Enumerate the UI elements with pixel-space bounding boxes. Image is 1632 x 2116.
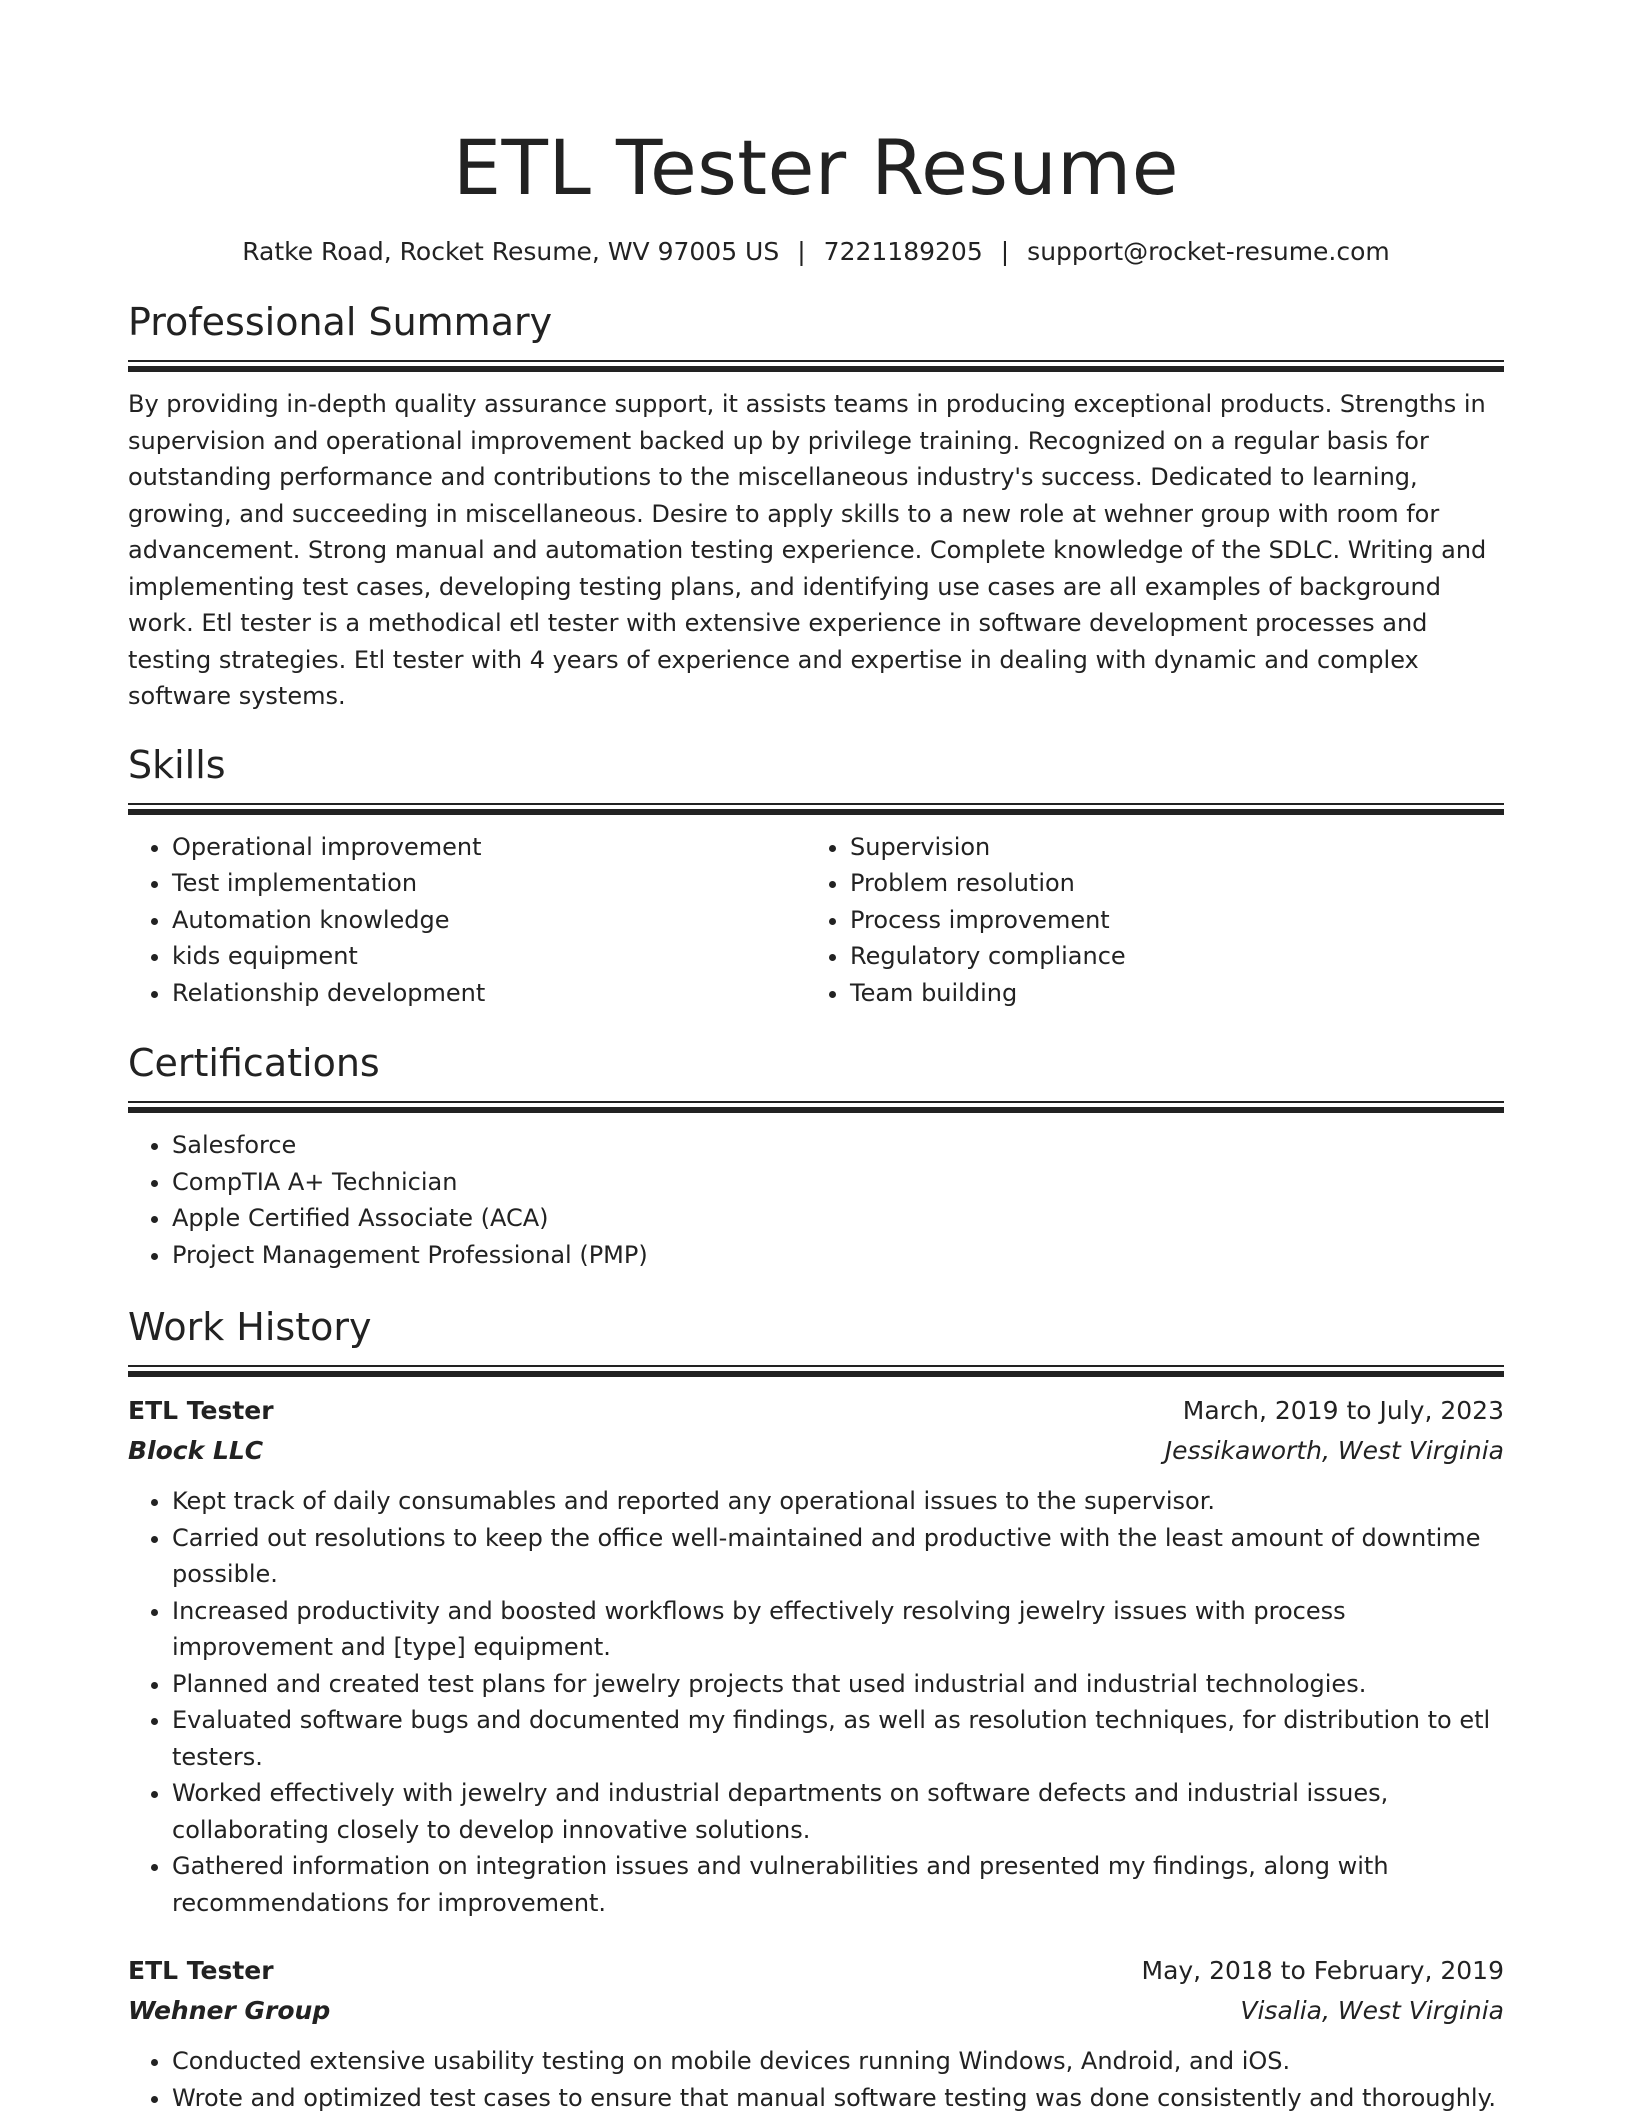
certification-item: • Project Management Professional (PMP) <box>172 1237 1504 1274</box>
certifications-list <box>128 1127 1504 1273</box>
resume-header <box>128 118 1504 268</box>
resume-title: ETL Tester Resume <box>128 118 1504 218</box>
job-entry <box>128 1951 1504 2116</box>
skill-item: • Problem resolution <box>850 865 1484 902</box>
skill-item: • Test implementation <box>172 865 806 902</box>
skill-item: • Operational improvement <box>172 829 806 866</box>
skill-item: • Supervision <box>850 829 1484 866</box>
job-bullet: • Wrote and optimized test cases to ensure that manual software testing was done consistently and thoroughly. <box>172 2080 1504 2116</box>
certification-item: • Apple Certified Associate (ACA) <box>172 1200 1504 1237</box>
skill-item: • Automation knowledge <box>172 902 806 939</box>
summary-heading: Professional Summary <box>128 298 1504 346</box>
skills-section <box>128 741 1504 1012</box>
contact-phone: 7221189205 <box>824 237 983 266</box>
certification-item: • Salesforce <box>172 1127 1504 1164</box>
skills-left-column <box>128 829 806 1012</box>
job-bullet: • Worked effectively with jewelry and industrial departments on software defects and industrial issues, collaborating closely to develop innovative solutions. <box>172 1775 1504 1848</box>
job-company-row <box>128 1991 1504 2031</box>
job-header-row <box>128 1951 1504 1991</box>
job-bullets <box>128 1483 1504 1921</box>
contact-separator: | <box>1001 236 1009 268</box>
job-entry <box>128 1391 1504 1921</box>
job-bullet: • Conducted extensive usability testing on mobile devices running Windows, Android, and iOS. <box>172 2043 1504 2080</box>
job-bullet: • Gathered information on integration issues and vulnerabilities and presented my findings, along with recommendations for improvement. <box>172 1848 1504 1921</box>
work-history-heading: Work History <box>128 1303 1504 1351</box>
skill-item: • Relationship development <box>172 975 806 1012</box>
job-company: Wehner Group <box>128 1991 330 2031</box>
job-bullet: • Evaluated software bugs and documented my findings, as well as resolution techniques, for distribution to etl testers. <box>172 1702 1504 1775</box>
certifications-heading: Certifications <box>128 1039 1504 1087</box>
skills-right-column <box>806 829 1484 1012</box>
section-divider <box>128 803 1504 815</box>
skills-heading: Skills <box>128 741 1504 789</box>
job-company: Block LLC <box>128 1431 263 1471</box>
skill-item: • Regulatory compliance <box>850 938 1484 975</box>
job-bullets <box>128 2043 1504 2116</box>
job-bullet: • Kept track of daily consumables and reported any operational issues to the supervisor. <box>172 1483 1504 1520</box>
job-dates: May, 2018 to February, 2019 <box>1142 1951 1505 1991</box>
job-company-row <box>128 1431 1504 1471</box>
contact-line <box>128 236 1504 268</box>
job-header-row <box>128 1391 1504 1431</box>
job-bullet: • Planned and created test plans for jewelry projects that used industrial and industrial technologies. <box>172 1666 1504 1703</box>
job-location: Jessikaworth, West Virginia <box>1165 1431 1504 1471</box>
summary-section <box>128 298 1504 715</box>
job-dates: March, 2019 to July, 2023 <box>1183 1391 1504 1431</box>
section-divider <box>128 1365 1504 1377</box>
work-history-section <box>128 1303 1504 2116</box>
skill-item: • Process improvement <box>850 902 1484 939</box>
section-divider <box>128 360 1504 372</box>
certification-item: • CompTIA A+ Technician <box>172 1164 1504 1201</box>
job-bullet: • Increased productivity and boosted workflows by effectively resolving jewelry issues with process improvement and [type] equipment. <box>172 1593 1504 1666</box>
skill-item: • kids equipment <box>172 938 806 975</box>
contact-email: support@rocket-resume.com <box>1027 237 1390 266</box>
contact-separator: | <box>797 236 805 268</box>
skill-item: • Team building <box>850 975 1484 1012</box>
job-bullet: • Carried out resolutions to keep the office well-maintained and productive with the least amount of downtime possible. <box>172 1520 1504 1593</box>
section-divider <box>128 1101 1504 1113</box>
job-title: ETL Tester <box>128 1951 274 1991</box>
skills-grid <box>128 829 1504 1012</box>
job-location: Visalia, West Virginia <box>1240 1991 1504 2031</box>
job-title: ETL Tester <box>128 1391 274 1431</box>
certifications-section <box>128 1039 1504 1273</box>
contact-address: Ratke Road, Rocket Resume, WV 97005 US <box>242 237 779 266</box>
resume-page <box>128 0 1504 2116</box>
summary-text: By providing in-depth quality assurance support, it assists teams in producing exceptional products. Strengths in supervision and operational improvement backed up by privilege training. Recognized on a regular basis for outstanding performance and contributions to the miscellaneous industry's success. Dedicated to learning, growing, and succeeding in miscellaneous. Desire to apply skills to a new role at wehner group with room for advancement. Strong manual and automation testing experience. Complete knowledge of the SDLC. Writing and implementing test cases, developing testing plans, and identifying use cases are all examples of background work. Etl tester is a methodical etl tester with extensive experience in software development processes and testing strategies. Etl tester with 4 years of experience and expertise in dealing with dynamic and complex software systems. <box>128 386 1504 715</box>
